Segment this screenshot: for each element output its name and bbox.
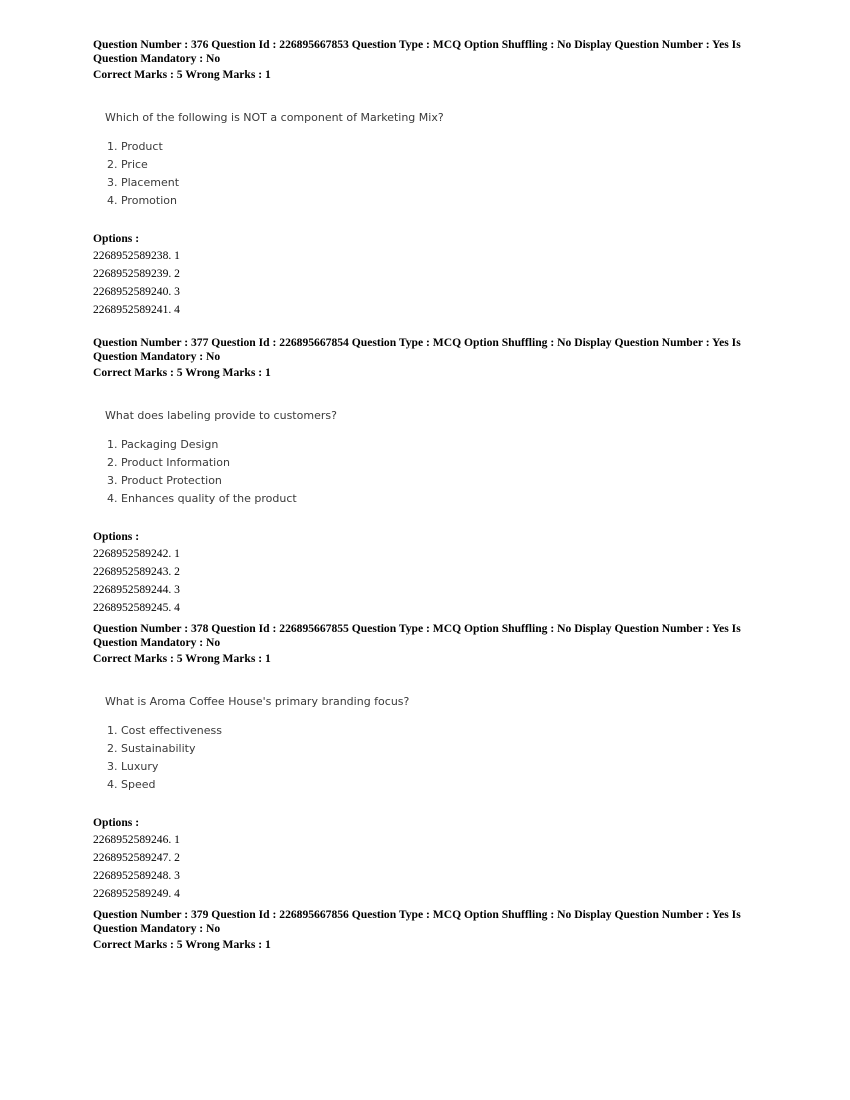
question-text: Which of the following is NOT a component of Marketing Mix? [105, 111, 444, 124]
options-label: Options : [93, 816, 140, 829]
question-text: What is Aroma Coffee House's primary branding focus? [105, 695, 410, 708]
answer-choice: 2. Sustainability [107, 742, 196, 755]
option-id-list [93, 247, 793, 319]
option-id-list [93, 545, 793, 617]
option-id: 2268952589248. 3 [93, 869, 180, 882]
answer-choice: 4. Speed [107, 778, 156, 791]
question-block-377 [93, 336, 793, 617]
question-text: What does labeling provide to customers? [105, 409, 337, 422]
question-block-379 [93, 908, 793, 952]
option-id: 2268952589238. 1 [93, 249, 180, 262]
answer-choice: 1. Packaging Design [107, 438, 219, 451]
question-marks: Correct Marks : 5 Wrong Marks : 1 [93, 938, 271, 951]
option-id: 2268952589240. 3 [93, 285, 180, 298]
options-label: Options : [93, 232, 140, 245]
option-id: 2268952589243. 2 [93, 565, 180, 578]
answer-choice: 3. Placement [107, 176, 180, 189]
options-label: Options : [93, 530, 140, 543]
answer-choice: 2. Price [107, 158, 148, 171]
answer-choice: 4. Promotion [107, 194, 177, 207]
answer-choice: 3. Product Protection [107, 474, 222, 487]
answer-choices [107, 722, 793, 794]
option-id: 2268952589246. 1 [93, 833, 180, 846]
question-header: Question Number : 377 Question Id : 226895667854 Question Type : MCQ Option Shuffling : No Display Question Number : Yes Is Question Mandatory : No [93, 336, 741, 363]
answer-choices [107, 436, 793, 508]
answer-choice: 4. Enhances quality of the product [107, 492, 297, 505]
answer-choice: 2. Product Information [107, 456, 230, 469]
question-marks: Correct Marks : 5 Wrong Marks : 1 [93, 68, 271, 81]
option-id: 2268952589245. 4 [93, 601, 180, 614]
question-block-376 [93, 38, 793, 319]
option-id: 2268952589239. 2 [93, 267, 180, 280]
option-id: 2268952589244. 3 [93, 583, 180, 596]
answer-choice: 1. Product [107, 140, 163, 153]
question-marks: Correct Marks : 5 Wrong Marks : 1 [93, 652, 271, 665]
answer-choices [107, 138, 793, 210]
question-header: Question Number : 376 Question Id : 226895667853 Question Type : MCQ Option Shuffling : No Display Question Number : Yes Is Question Mandatory : No [93, 38, 741, 65]
question-header: Question Number : 378 Question Id : 226895667855 Question Type : MCQ Option Shuffling : No Display Question Number : Yes Is Question Mandatory : No [93, 622, 741, 649]
question-block-378 [93, 622, 793, 903]
answer-choice: 3. Luxury [107, 760, 159, 773]
option-id: 2268952589247. 2 [93, 851, 180, 864]
option-id: 2268952589241. 4 [93, 303, 180, 316]
option-id-list [93, 831, 793, 903]
option-id: 2268952589242. 1 [93, 547, 180, 560]
question-header: Question Number : 379 Question Id : 226895667856 Question Type : MCQ Option Shuffling : No Display Question Number : Yes Is Question Mandatory : No [93, 908, 741, 935]
question-marks: Correct Marks : 5 Wrong Marks : 1 [93, 366, 271, 379]
answer-choice: 1. Cost effectiveness [107, 724, 222, 737]
option-id: 2268952589249. 4 [93, 887, 180, 900]
